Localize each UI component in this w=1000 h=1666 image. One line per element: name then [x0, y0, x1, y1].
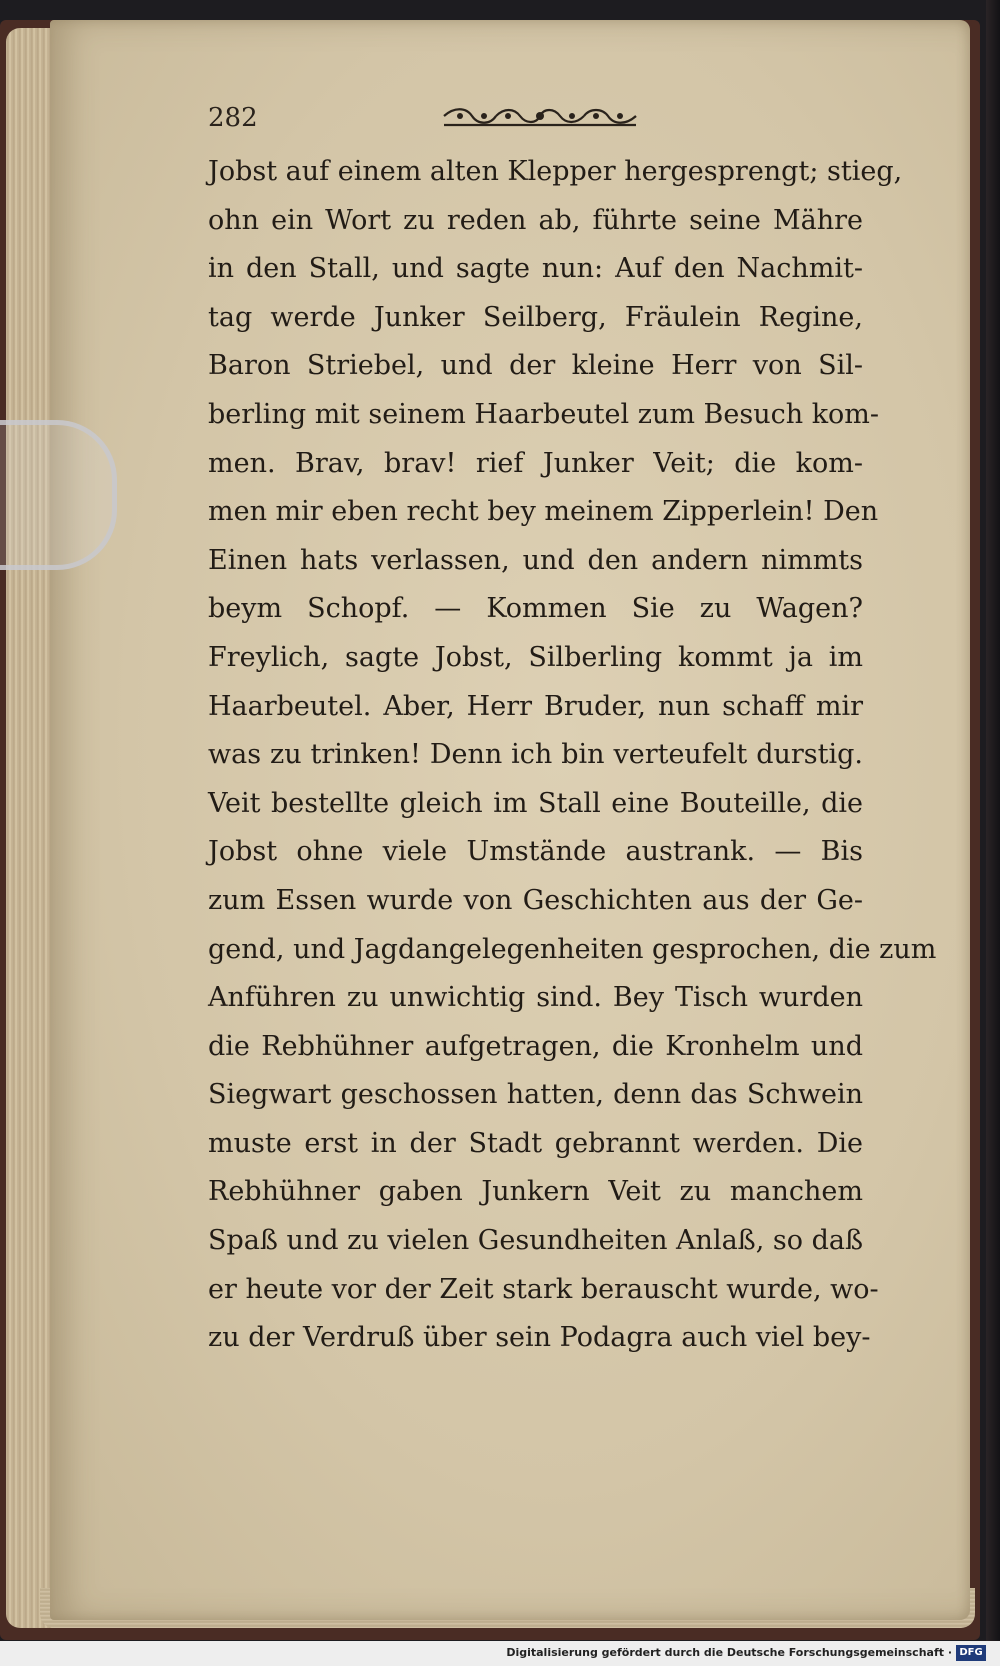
text-line: Baron Striebel, und der kleine Herr von Sil-: [208, 350, 863, 382]
text-line: berling mit seinem Haarbeutel zum Besuch kom-: [208, 398, 880, 430]
text-line: zum Essen wurde von Geschichten aus der Ge-: [208, 884, 863, 916]
text-line: muste erst in der Stadt gebrannt werden. Die: [208, 1127, 863, 1159]
footer-credit: Digitalisierung gefördert durch die Deutsche Forschungsgemeinschaft ·: [506, 1646, 952, 1659]
text-line: Einen hats verlassen, und den andern nimmts: [208, 544, 863, 576]
text-line: Jobst auf einem alten Klepper hergesprengt; stieg,: [208, 156, 903, 187]
text-line: tag werde Junker Seilberg, Fräulein Regine,: [208, 301, 863, 333]
text-line: Veit bestellte gleich im Stall eine Bouteille, die: [208, 787, 863, 819]
body-text: [208, 148, 937, 1363]
page-clip: [0, 420, 117, 570]
text-line: Siegwart geschossen hatten, denn das Schwein: [208, 1079, 863, 1111]
text-line: Jobst ohne viele Umstände austrank. — Bis: [208, 836, 863, 868]
text-line: Spaß und zu vielen Gesundheiten Anlaß, so daß: [208, 1225, 863, 1257]
text-line: er heute vor der Zeit stark berauscht wurde, wo-: [208, 1273, 879, 1305]
text-line: was zu trinken! Denn ich bin verteufelt durstig.: [208, 739, 863, 771]
text-line: men mir eben recht bey meinem Zipperlein! Den: [208, 496, 879, 528]
text-line: Freylich, sagte Jobst, Silberling kommt ja im: [208, 641, 863, 673]
text-line: zu der Verdruß über sein Podagra auch viel bey-: [208, 1322, 871, 1354]
scan-background: [986, 0, 1000, 1666]
text-line: die Rebhühner aufgetragen, die Kronhelm und: [208, 1030, 863, 1062]
dfg-logo: DFG: [956, 1645, 986, 1661]
text-line: Rebhühner gaben Junkern Veit zu manchem: [208, 1176, 863, 1208]
text-line: beym Schopf. — Kommen Sie zu Wagen?: [208, 593, 863, 625]
ornament-icon: [440, 103, 640, 129]
text-line: in den Stall, und sagte nun: Auf den Nachmit-: [208, 253, 863, 285]
text-line: gend, und Jagdangelegenheiten gesprochen, die zum: [208, 933, 937, 965]
text-line: Anführen zu unwichtig sind. Bey Tisch wurden: [208, 982, 863, 1014]
text-line: men. Brav, brav! rief Junker Veit; die kom-: [208, 447, 863, 479]
footer-bar: [0, 1641, 1000, 1666]
page-number: 282: [208, 103, 258, 133]
text-line: Haarbeutel. Aber, Herr Bruder, nun schaff mir: [208, 690, 863, 722]
text-line: ohn ein Wort zu reden ab, führte seine Mähre: [208, 204, 863, 236]
